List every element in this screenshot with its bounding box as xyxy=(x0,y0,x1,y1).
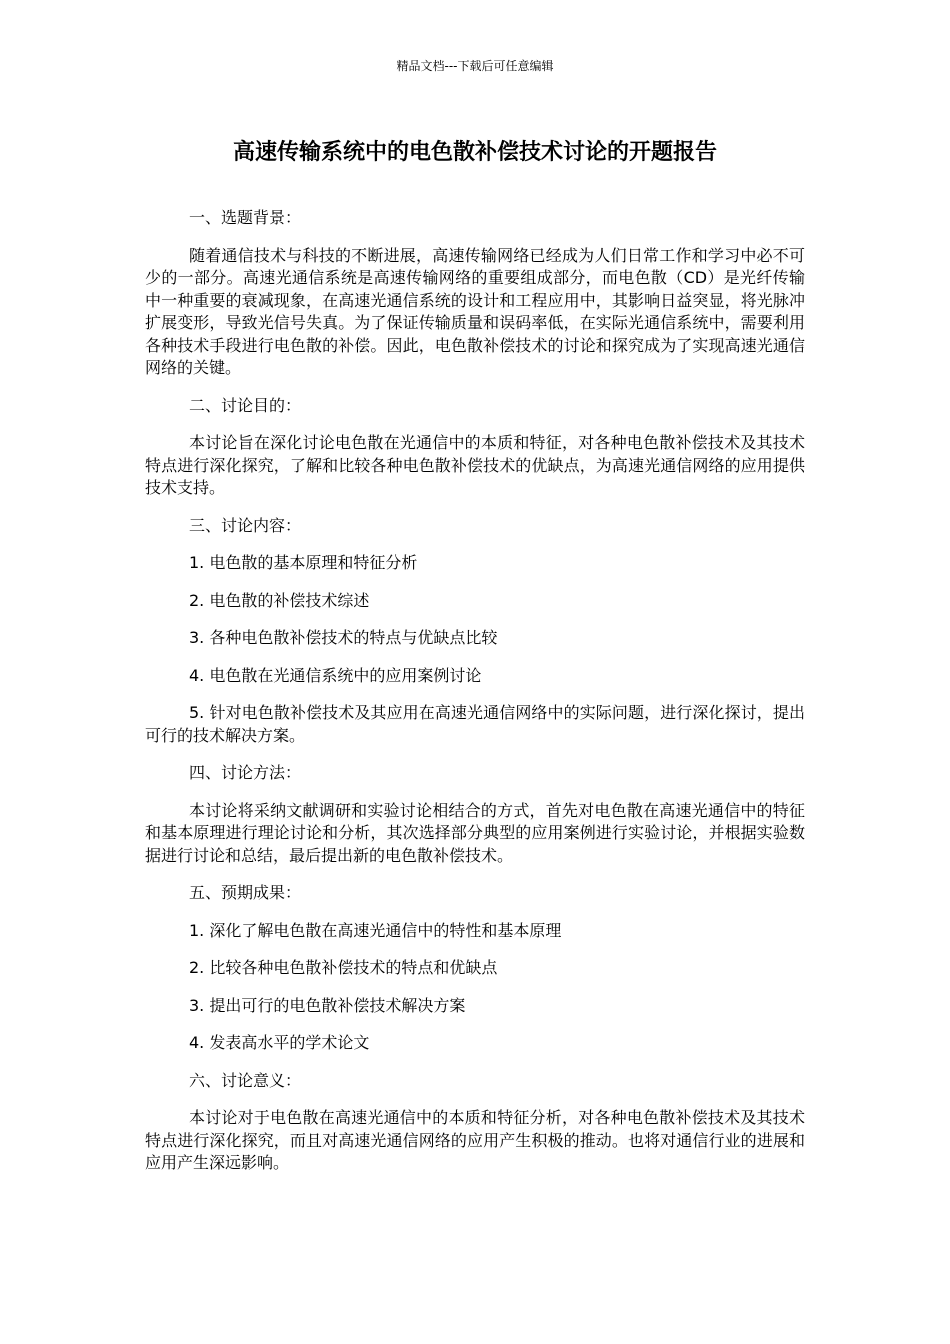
document-body xyxy=(145,207,805,1190)
list-item: 2. 电色散的补偿技术综述 xyxy=(189,590,370,610)
section-text-background: 随着通信技术与科技的不断进展，高速传输网络已经成为人们日常工作和学习中必不可少的一部分。高速光通信系统是高速传输网络的重要组成部分，而电色散（CD）是光纤传输中一种重要的衰减现象，在高速光通信系统的设计和工程应用中，其影响日益突显，将光脉冲扩展变形，导致光信号失真。为了保证传输质量和误码率低，在实际光通信系统中，需要利用各种技术手段进行电色散的补偿。因此，电色散补偿技术的讨论和探究成为了实现高速光通信网络的关键。 xyxy=(145,245,805,377)
list-item: 4. 发表高水平的学术论文 xyxy=(189,1033,370,1052)
section-heading-purpose: 二、讨论目的： xyxy=(189,395,302,415)
section-heading-significance: 六、讨论意义： xyxy=(189,1070,302,1090)
section-heading-results: 五、预期成果： xyxy=(189,883,302,902)
list-item: 1. 深化了解电色散在高速光通信中的特性和基本原理 xyxy=(189,920,562,940)
header-note: 精品文档---下载后可任意编辑 xyxy=(396,59,554,73)
list-item: 4. 电色散在光通信系统中的应用案例讨论 xyxy=(189,665,482,685)
section-heading-method: 四、讨论方法： xyxy=(189,763,302,782)
list-item: 3. 各种电色散补偿技术的特点与优缺点比较 xyxy=(189,628,498,647)
section-heading-content: 三、讨论内容： xyxy=(189,515,302,535)
list-item: 5. 针对电色散补偿技术及其应用在高速光通信网络中的实际问题，进行深化探讨，提出可行的技术解决方案。 xyxy=(145,703,805,745)
section-text-method: 本讨论将采纳文献调研和实验讨论相结合的方式，首先对电色散在高速光通信中的特征和基本原理进行理论讨论和分析，其次选择部分典型的应用案例进行实验讨论，并根据实验数据进行讨论和总结，最后提出新的电色散补偿技术。 xyxy=(145,800,805,865)
section-text-significance: 本讨论对于电色散在高速光通信中的本质和特征分析，对各种电色散补偿技术及其技术特点进行深化探究，而且对高速光通信网络的应用产生积极的推动。也将对通信行业的进展和应用产生深远影响。 xyxy=(145,1108,805,1172)
page-title: 高速传输系统中的电色散补偿技术讨论的开题报告 xyxy=(232,140,717,165)
list-item: 1. 电色散的基本原理和特征分析 xyxy=(189,553,418,572)
list-item: 2. 比较各种电色散补偿技术的特点和优缺点 xyxy=(189,958,498,977)
section-heading-background: 一、选题背景： xyxy=(189,208,302,227)
list-item: 3. 提出可行的电色散补偿技术解决方案 xyxy=(189,995,466,1015)
section-text-purpose: 本讨论旨在深化讨论电色散在光通信中的本质和特征，对各种电色散补偿技术及其技术特点进行深化探究，了解和比较各种电色散补偿技术的优缺点，为高速光通信网络的应用提供技术支持。 xyxy=(145,433,805,497)
